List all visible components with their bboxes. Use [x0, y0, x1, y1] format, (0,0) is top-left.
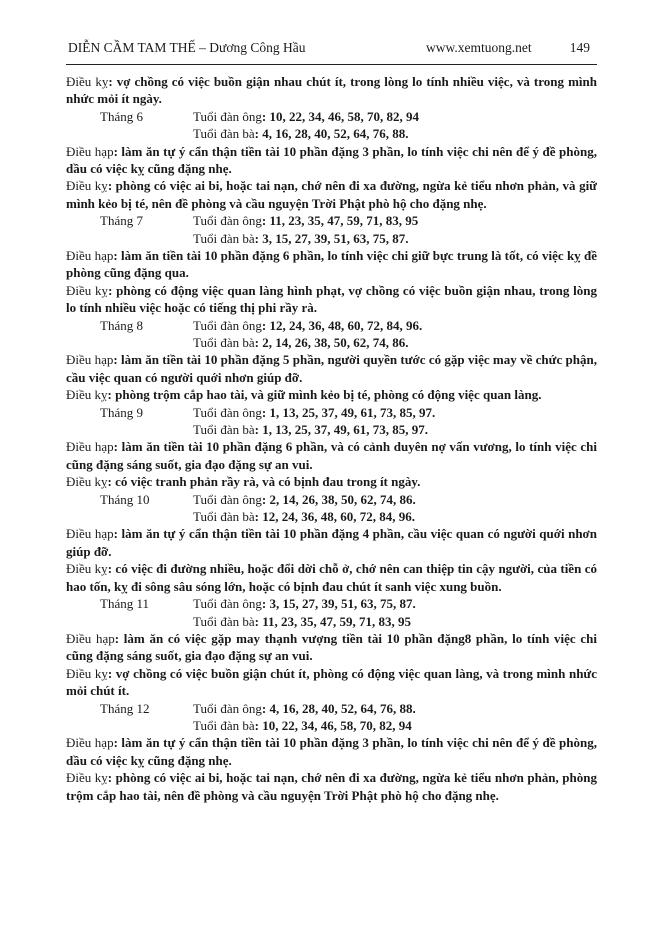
male-label: Tuổi đàn ông: [193, 213, 262, 229]
paragraph-label: Điều hạp: [66, 526, 114, 542]
female-ages: : 12, 24, 36, 48, 60, 72, 84, 96.: [254, 509, 415, 525]
female-ages-line: [193, 125, 408, 142]
paragraph-label: Điều hạp: [66, 630, 115, 646]
male-ages-line: [193, 212, 418, 229]
favorable-paragraph: [66, 525, 597, 560]
page-number: 149: [569, 40, 590, 55]
paragraph-text: : phòng có việc ai bi, hoặc tai nạn, chớ nên đi xa đường, ngừa kẻ tiểu nhơn phản, và giữ mình kẻo bị té, nên đề phòng và cầu nguyện Trời Phật phò hộ cho đặng nhẹ.: [66, 178, 597, 211]
paragraph-text: : vợ chồng có việc buồn giận chút ít, phòng có động việc quan làng, và trong mình nhức mỏi chút ít.: [66, 665, 597, 699]
favorable-paragraph: [66, 247, 597, 282]
paragraph-text: : làm ăn tự ý cẩn thận tiền tài 10 phần đặng 4 phần, cầu việc quan có người quới nhơn giúp đỡ.: [66, 526, 597, 559]
male-label: Tuổi đàn ông: [193, 108, 262, 124]
female-label: Tuổi đàn bà: [193, 717, 255, 733]
month-block: [66, 491, 597, 526]
male-ages-line: [193, 491, 416, 508]
favorable-paragraph: [66, 734, 597, 769]
female-ages: : 11, 23, 35, 47, 59, 71, 83, 95: [254, 613, 412, 629]
month-name: Tháng 10: [100, 491, 150, 507]
female-ages: : 3, 15, 27, 39, 51, 63, 75, 87.: [254, 230, 409, 246]
paragraph-label: Điều kỵ: [66, 282, 109, 298]
male-ages-line: [193, 404, 435, 421]
female-label: Tuổi đàn bà: [193, 422, 255, 438]
paragraph-label: Điều kỵ: [66, 665, 108, 681]
paragraph-text: : làm ăn tự ý cẩn thận tiền tài 10 phần đặng 3 phần, lo tính việc chi nên để ý đề phòng, dầu có việc kỵ cũng đặng nhẹ.: [66, 143, 597, 177]
female-ages: : 1, 13, 25, 37, 49, 61, 73, 85, 97.: [254, 422, 428, 438]
male-ages: : 2, 14, 26, 38, 50, 62, 74, 86.: [261, 491, 416, 507]
month-block: [66, 212, 597, 247]
male-ages-line: [193, 700, 416, 717]
page-header: [68, 40, 596, 60]
female-ages: : 4, 16, 28, 40, 52, 64, 76, 88.: [254, 126, 409, 142]
male-ages-line: [193, 595, 416, 612]
paragraph-label: Điều kỵ: [66, 178, 108, 194]
female-label: Tuổi đàn bà: [193, 126, 255, 142]
male-label: Tuổi đàn ông: [193, 317, 262, 333]
unfavorable-paragraph: [66, 386, 597, 403]
month-block: [66, 108, 597, 143]
male-label: Tuổi đàn ông: [193, 700, 262, 716]
paragraph-text: : có việc tranh phản rầy rà, và có bịnh đau trong ít ngày.: [107, 474, 421, 490]
unfavorable-paragraph: [66, 73, 597, 108]
male-ages-line: [193, 317, 422, 334]
paragraph-text: : phòng có động việc quan làng hình phạt, vợ chồng có việc buồn giận nhau, trong lòng lo tính nhiều việc hoặc có tiếng thị phi rầy rà.: [66, 282, 597, 316]
favorable-paragraph: [66, 438, 597, 473]
unfavorable-paragraph: [66, 177, 597, 212]
unfavorable-paragraph: [66, 560, 597, 595]
female-ages-line: [193, 230, 408, 247]
female-label: Tuổi đàn bà: [193, 509, 255, 525]
female-ages-line: [193, 334, 408, 351]
unfavorable-paragraph: [66, 665, 597, 700]
paragraph-label: Điều kỵ: [66, 561, 108, 577]
paragraph-text: : vợ chồng có việc buồn giận nhau chút ít, trong lòng lo tính nhiều việc, và trong mình nhức mỏi ít ngày.: [66, 74, 597, 107]
female-ages-line: [193, 508, 415, 525]
female-label: Tuổi đàn bà: [193, 613, 255, 629]
paragraph-text: : phòng trộm cắp hao tài, và giữ mình kẻo bị té, phòng có động việc quan làng.: [107, 387, 542, 403]
male-ages: : 10, 22, 34, 46, 58, 70, 82, 94: [261, 108, 419, 124]
female-ages-line: [193, 421, 428, 438]
paragraph-label: Điều kỵ: [66, 770, 108, 786]
paragraph-text: : có việc đi đường nhiều, hoặc đổi dời chỗ ở, chớ nên can thiệp tin cậy người, của tiền có hao tốn, kỵ đi sông sâu sóng lớn, hoặc có bịnh đau chút ít sanh việc xung buồn.: [66, 561, 597, 594]
male-ages: : 11, 23, 35, 47, 59, 71, 83, 95: [261, 213, 419, 229]
paragraph-text: : làm ăn tiền tài 10 phần đặng 5 phần, người quyền tước có gặp việc may về chức phận, cầu việc quan có người quới nhơn giúp đỡ.: [66, 352, 597, 385]
paragraph-label: Điều kỵ: [66, 474, 108, 490]
unfavorable-paragraph: [66, 769, 597, 804]
male-ages: : 12, 24, 36, 48, 60, 72, 84, 96.: [261, 317, 423, 333]
male-label: Tuổi đàn ông: [193, 491, 262, 507]
website-url: www.xemtuong.net: [426, 40, 532, 55]
month-block: [66, 595, 597, 630]
male-ages: : 4, 16, 28, 40, 52, 64, 76, 88.: [261, 700, 416, 716]
favorable-paragraph: [66, 351, 597, 386]
paragraph-text: : làm ăn tự ý cẩn thận tiền tài 10 phần đặng 3 phần, lo tính việc chi nên để ý đề phòng, dầu có việc kỵ cũng đặng nhẹ.: [66, 735, 597, 768]
month-block: [66, 700, 597, 735]
paragraph-label: Điều kỵ: [66, 74, 109, 89]
paragraph-label: Điều hạp: [66, 248, 114, 264]
paragraph-label: Điều hạp: [66, 352, 114, 368]
favorable-paragraph: [66, 143, 597, 178]
unfavorable-paragraph: [66, 473, 597, 490]
header-rule: [66, 64, 597, 65]
female-label: Tuổi đàn bà: [193, 335, 255, 351]
unfavorable-paragraph: [66, 282, 597, 317]
female-ages: : 2, 14, 26, 38, 50, 62, 74, 86.: [254, 335, 409, 351]
female-ages: : 10, 22, 34, 46, 58, 70, 82, 94: [254, 717, 412, 733]
male-ages: : 3, 15, 27, 39, 51, 63, 75, 87.: [261, 596, 416, 612]
month-name: Tháng 8: [100, 317, 143, 333]
month-name: Tháng 9: [100, 404, 143, 420]
favorable-paragraph: [66, 630, 597, 665]
month-name: Tháng 6: [100, 108, 143, 124]
female-ages-line: [193, 613, 411, 630]
female-label: Tuổi đàn bà: [193, 230, 255, 246]
paragraph-label: Điều kỵ: [66, 387, 108, 403]
male-label: Tuổi đàn ông: [193, 596, 262, 612]
paragraph-text: : làm ăn có việc gặp may thạnh vượng tiền tài 10 phần đặng8 phần, lo tính việc chi cũng đặng sáng suốt, gia đạo đặng sự an vui.: [66, 630, 597, 664]
paragraph-text: : làm ăn tiền tài 10 phần đặng 6 phần, và có cảnh duyên nợ vấn vương, lo tính việc chi cũng đặng sáng suốt, gia đạo đặng sự an vui.: [66, 439, 597, 472]
male-label: Tuổi đàn ông: [193, 404, 262, 420]
paragraph-text: : làm ăn tiền tài 10 phần đặng 6 phần, lo tính việc chi giữ bực trung là tốt, có việc kỵ đề phòng cũng đặng qua.: [66, 248, 597, 281]
male-ages-line: [193, 108, 419, 125]
book-title: DIỄN CẦM TAM THẾ – Dương Công Hầu: [68, 40, 306, 55]
month-block: [66, 317, 597, 352]
paragraph-label: Điều hạp: [66, 143, 114, 159]
paragraph-label: Điều hạp: [66, 439, 114, 455]
month-name: Tháng 11: [100, 596, 149, 612]
male-ages: : 1, 13, 25, 37, 49, 61, 73, 85, 97.: [261, 404, 436, 420]
month-block: [66, 404, 597, 439]
month-name: Tháng 12: [100, 700, 150, 716]
month-name: Tháng 7: [100, 213, 143, 229]
paragraph-label: Điều hạp: [66, 735, 114, 751]
paragraph-text: : phòng có việc ai bi, hoặc tai nạn, chớ nên đi xa đường, ngừa kẻ tiểu nhơn phản, phòng trộm cắp hao tài, nên đề phòng và cầu nguyện Trời Phật phò hộ cho đặng nhẹ.: [66, 770, 597, 803]
page-content: [66, 73, 597, 804]
female-ages-line: [193, 717, 412, 734]
